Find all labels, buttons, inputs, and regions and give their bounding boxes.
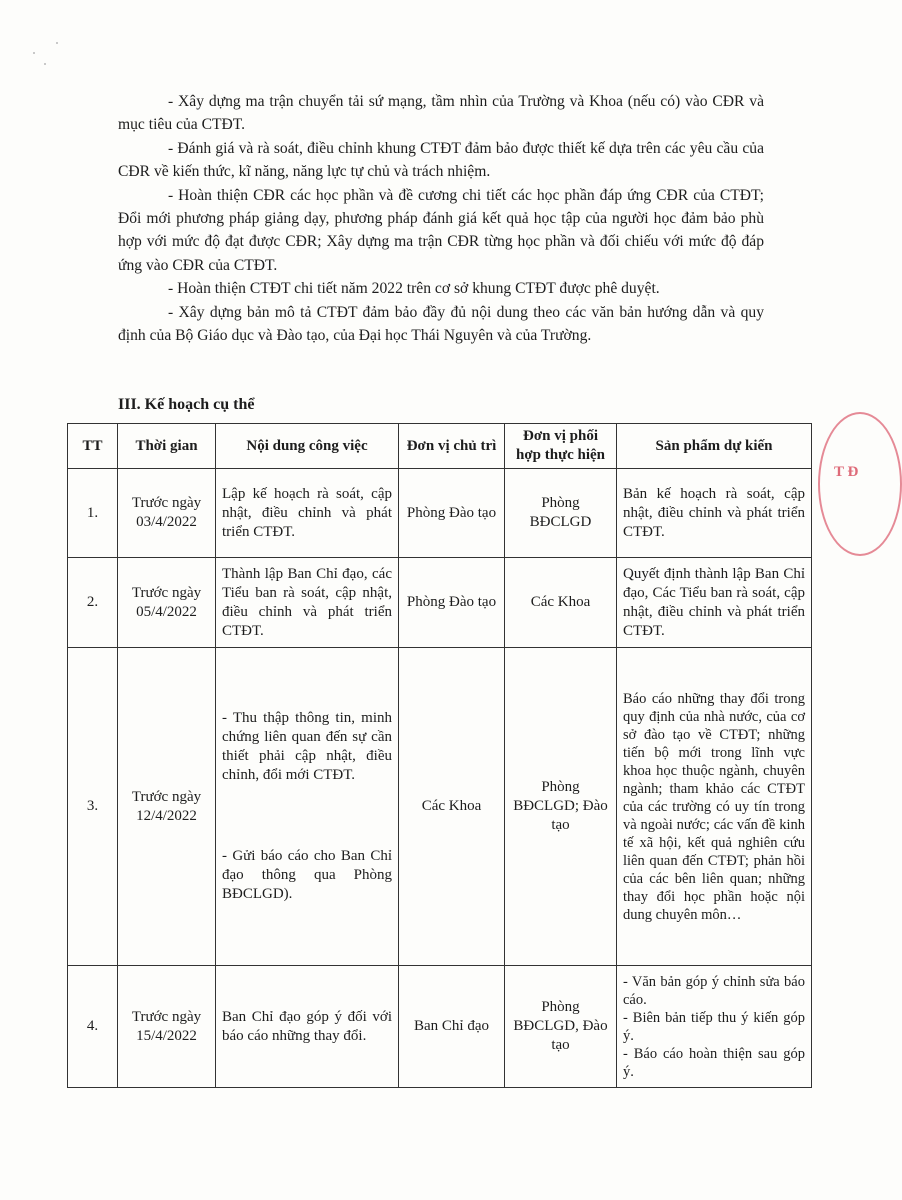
- intro-section: [118, 90, 764, 347]
- table-row: [68, 558, 812, 648]
- cell-host: Phòng Đào tạo: [399, 558, 505, 648]
- cell-content: [216, 469, 399, 558]
- table-row: [68, 469, 812, 558]
- cell-coop: Phòng BĐCLGD, Đào tạo: [505, 966, 617, 1088]
- cell-product: [617, 648, 812, 966]
- product-text: - Báo cáo hoàn thiện sau góp ý.: [623, 1045, 805, 1080]
- header-content: Nội dung công việc: [216, 424, 399, 469]
- product-text: Bản kế hoạch rà soát, cập nhật, điều chỉnh và phát triển CTĐT.: [623, 485, 805, 540]
- product-text: - Biên bản tiếp thu ý kiến góp ý.: [623, 1009, 805, 1044]
- cell-time: Trước ngày 15/4/2022: [118, 966, 216, 1088]
- plan-table: [67, 423, 812, 1088]
- section-title: III. Kế hoạch cụ thể: [118, 396, 255, 413]
- cell-product: [617, 966, 812, 1088]
- intro-paragraph: - Xây dựng ma trận chuyển tải sứ mạng, tầm nhìn của Trường và Khoa (nếu có) vào CĐR và mục tiêu của CTĐT.: [118, 93, 764, 134]
- cell-tt: 2.: [68, 558, 118, 648]
- intro-paragraph: - Đánh giá và rà soát, điều chỉnh khung CTĐT đảm bảo được thiết kế dựa trên các yêu cầu của CĐR về kiến thức, kĩ năng, năng lực tự chủ và trách nhiệm.: [118, 139, 764, 181]
- header-time: Thời gian: [118, 424, 216, 469]
- cell-time: Trước ngày 12/4/2022: [118, 648, 216, 966]
- product-text: Quyết định thành lập Ban Chỉ đạo, Các Tiểu ban rà soát, cập nhật, điều chỉnh và phát triển CTĐT.: [623, 565, 805, 639]
- red-seal-stamp: [818, 412, 902, 556]
- header-tt: TT: [68, 424, 118, 469]
- content-text: Lập kế hoạch rà soát, cập nhật, điều chỉnh và phát triển CTĐT.: [222, 485, 392, 540]
- intro-paragraph: - Hoàn thiện CĐR các học phần và đề cương chi tiết các học phần đáp ứng CĐR của CTĐT; Đổi mới phương pháp giảng dạy, phương pháp đánh giá kết quả học tập của người học đảm bảo phù hợp với mức độ đạt được CĐR; Xây dựng ma trận CĐR từng học phần và đối chiếu với mức độ đáp ứng vào CĐR của CTĐT.: [118, 186, 764, 274]
- content-text: - Thu thập thông tin, minh chứng liên quan đến sự cần thiết phải cập nhật, điều chỉnh, đổi mới CTĐT.: [222, 710, 392, 783]
- header-host: Đơn vị chủ trì: [399, 424, 505, 469]
- cell-content: [216, 966, 399, 1088]
- scan-speck: [33, 52, 35, 54]
- stamp-text: T Đ: [834, 464, 859, 480]
- table-row: [68, 648, 812, 966]
- cell-product: [617, 558, 812, 648]
- cell-content: [216, 558, 399, 648]
- scan-speck: [44, 63, 46, 65]
- cell-coop: Các Khoa: [505, 558, 617, 648]
- cell-tt: 3.: [68, 648, 118, 966]
- content-text: Thành lập Ban Chỉ đạo, các Tiểu ban rà soát, cập nhật, điều chỉnh và phát triển CTĐT.: [222, 565, 392, 639]
- content-text: Ban Chỉ đạo góp ý đối với báo cáo những thay đổi.: [222, 1008, 392, 1044]
- cell-host: Phòng Đào tạo: [399, 469, 505, 558]
- intro-paragraph: - Xây dựng bản mô tả CTĐT đảm bảo đầy đủ nội dung theo các văn bản hướng dẫn và quy định của Bộ Giáo dục và Đào tạo, của Đại học Thái Nguyên và của Trường.: [118, 303, 764, 345]
- cell-tt: 4.: [68, 966, 118, 1088]
- header-product: Sản phẩm dự kiến: [617, 424, 812, 469]
- table-header-row: [68, 424, 812, 469]
- intro-paragraph: - Hoàn thiện CTĐT chi tiết năm 2022 trên cơ sở khung CTĐT được phê duyệt.: [168, 280, 660, 298]
- content-text: - Gửi báo cáo cho Ban Chỉ đạo thông qua Phòng BĐCLGD).: [222, 848, 392, 902]
- cell-product: [617, 469, 812, 558]
- product-text: - Văn bản góp ý chỉnh sửa báo cáo.: [623, 973, 805, 1008]
- scan-speck: [56, 42, 58, 44]
- cell-host: Ban Chỉ đạo: [399, 966, 505, 1088]
- cell-coop: Phòng BĐCLGD; Đào tạo: [505, 648, 617, 966]
- cell-time: Trước ngày 03/4/2022: [118, 469, 216, 558]
- content-spacer: [222, 785, 392, 847]
- cell-tt: 1.: [68, 469, 118, 558]
- cell-host: Các Khoa: [399, 648, 505, 966]
- cell-time: Trước ngày 05/4/2022: [118, 558, 216, 648]
- cell-content: [216, 648, 399, 966]
- header-coop: Đơn vị phối hợp thực hiện: [505, 424, 617, 469]
- table-row: [68, 966, 812, 1088]
- product-text: Báo cáo những thay đổi trong quy định của nhà nước, của cơ sở đào tạo về CTĐT; những tiến bộ mới trong lĩnh vực khoa học thuộc ngành, chuyên ngành; tham khảo các CTĐT của các trường có uy tín trong và ngoài nước; các vấn đề kinh tế xã hội, kết quả nghiên cứu liên quan đến CTĐT; phản hồi của các bên liên quan; những thay đổi học phần hoặc nội dung chuyên môn…: [623, 690, 805, 923]
- cell-coop: Phòng BĐCLGD: [505, 469, 617, 558]
